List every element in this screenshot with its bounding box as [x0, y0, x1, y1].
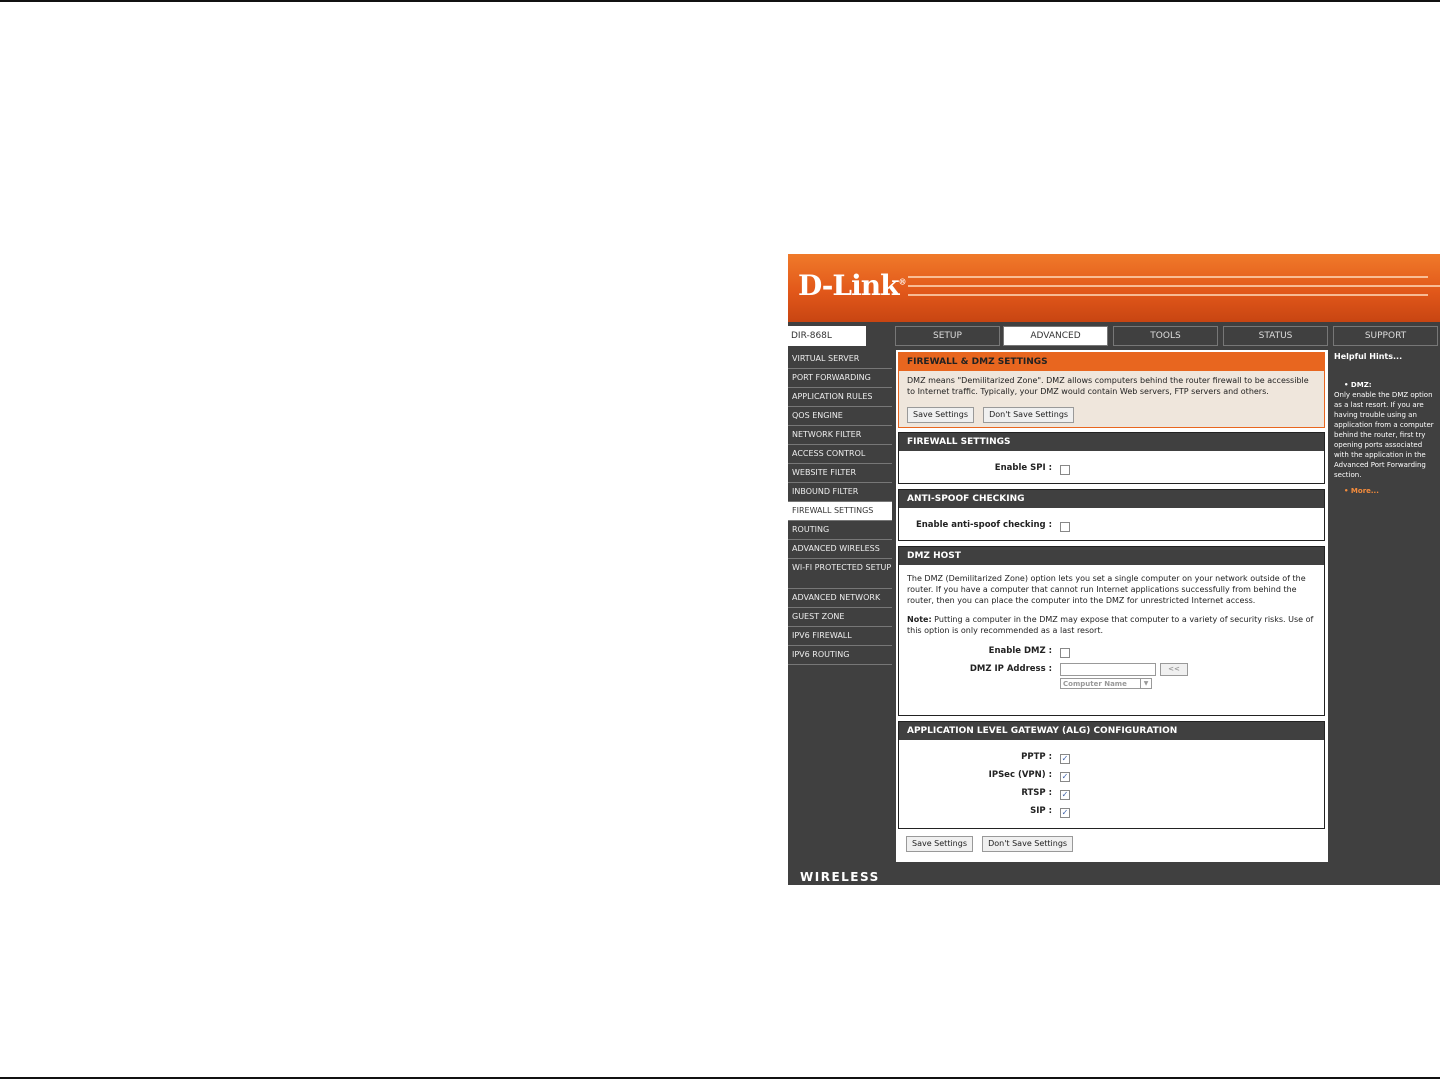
enable-spi-label: Enable SPI :	[994, 463, 1052, 473]
dont-save-settings-button[interactable]: Don't Save Settings	[983, 407, 1074, 423]
sidebar-item-firewall-settings[interactable]: FIREWALL SETTINGS	[788, 502, 892, 521]
sidebar	[788, 350, 892, 665]
sidebar-item-routing[interactable]: ROUTING	[788, 521, 892, 540]
dmz-host-title: DMZ HOST	[899, 547, 1324, 565]
ipsec-label: IPSec (VPN) :	[988, 770, 1052, 780]
hints-subtitle	[1330, 366, 1440, 390]
banner-streak	[908, 294, 1428, 296]
enable-spi-checkbox[interactable]	[1060, 465, 1070, 475]
sidebar-item-inbound-filter[interactable]: INBOUND FILTER	[788, 483, 892, 502]
bottom-buttons	[898, 826, 1085, 858]
registered-mark: ®	[898, 276, 906, 287]
pptp-row	[899, 748, 1324, 766]
firewall-settings-title: FIREWALL SETTINGS	[899, 433, 1324, 451]
rtsp-label: RTSP :	[1021, 788, 1052, 798]
anti-spoof-section	[898, 489, 1325, 541]
sidebar-item-advanced-wireless[interactable]: ADVANCED WIRELESS	[788, 540, 892, 559]
dmz-note-label: Note:	[907, 615, 932, 624]
intro-buttons	[899, 397, 1324, 429]
dont-save-settings-button-bottom[interactable]: Don't Save Settings	[982, 836, 1073, 852]
computer-name-select[interactable]	[1060, 678, 1152, 689]
footer-bar	[788, 862, 1440, 885]
sip-row	[899, 802, 1324, 820]
sidebar-item-qos-engine[interactable]: QOS ENGINE	[788, 407, 892, 426]
enable-dmz-row	[899, 642, 1324, 660]
pptp-label: PPTP :	[1021, 752, 1052, 762]
firewall-settings-section	[898, 432, 1325, 484]
enable-dmz-checkbox[interactable]	[1060, 648, 1070, 658]
model-slashes: ///	[840, 324, 853, 348]
sidebar-item-application-rules[interactable]: APPLICATION RULES	[788, 388, 892, 407]
bullet-icon: •	[1344, 381, 1351, 389]
rtsp-row	[899, 784, 1324, 802]
bullet-icon: •	[1344, 487, 1351, 495]
banner-streak	[908, 276, 1428, 278]
hints-title: Helpful Hints...	[1334, 352, 1403, 361]
save-settings-button-bottom[interactable]: Save Settings	[906, 836, 973, 852]
anti-spoof-label: Enable anti-spoof checking :	[915, 520, 1052, 530]
ipsec-row	[899, 766, 1324, 784]
intro-text: DMZ means "Demilitarized Zone". DMZ allows computers behind the router firewall to be accessible to Internet traffic. Typically, your DMZ would contain Web servers, FTP servers and others.	[907, 376, 1309, 396]
dmz-host-section	[898, 546, 1325, 716]
bottom-rule	[0, 1077, 1440, 1079]
anti-spoof-checkbox[interactable]	[1060, 522, 1070, 532]
sidebar-item-virtual-server[interactable]: VIRTUAL SERVER	[788, 350, 892, 369]
tab-tools[interactable]: TOOLS	[1113, 326, 1218, 346]
sidebar-item-guest-zone[interactable]: GUEST ZONE	[788, 608, 892, 627]
enable-dmz-label: Enable DMZ :	[988, 646, 1052, 656]
anti-spoof-title: ANTI-SPOOF CHECKING	[899, 490, 1324, 508]
sip-checkbox[interactable]: ✓	[1061, 808, 1069, 817]
intro-title: FIREWALL & DMZ SETTINGS	[899, 353, 1324, 371]
intro-section	[898, 352, 1325, 428]
ipsec-checkbox[interactable]: ✓	[1061, 772, 1069, 781]
dmz-ip-row	[899, 660, 1324, 678]
anti-spoof-row	[899, 516, 1324, 534]
copy-computer-button[interactable]: <<	[1160, 663, 1188, 676]
tab-support[interactable]: SUPPORT	[1333, 326, 1438, 346]
alg-title: APPLICATION LEVEL GATEWAY (ALG) CONFIGURATION	[899, 722, 1324, 740]
helpful-hints-panel	[1330, 348, 1440, 868]
dmz-note-text: Putting a computer in the DMZ may expose that computer to a variety of security risks. Use of this option is only recommended as a last resort.	[907, 615, 1314, 635]
hints-text: Only enable the DMZ option as a last resort. If you are having trouble using an application from a computer behind the router, first try opening ports associated with the application in the Advanced Port Forwarding section.	[1334, 391, 1434, 479]
sip-label: SIP :	[1030, 806, 1052, 816]
sidebar-item-advanced-network[interactable]: ADVANCED NETWORK	[788, 589, 892, 608]
tab-setup[interactable]: SETUP	[895, 326, 1000, 346]
sidebar-item-ipv6-routing[interactable]: IPV6 ROUTING	[788, 646, 892, 665]
computer-name-value: Computer Name	[1063, 680, 1127, 688]
sidebar-item-ipv6-firewall[interactable]: IPV6 FIREWALL	[788, 627, 892, 646]
main-content	[896, 350, 1328, 862]
dmz-note	[899, 606, 1324, 636]
dmz-ip-label: DMZ IP Address :	[969, 664, 1052, 674]
sidebar-item-wifi-protected-setup[interactable]: WI-FI PROTECTED SETUP	[788, 559, 892, 589]
sidebar-item-website-filter[interactable]: WEBSITE FILTER	[788, 464, 892, 483]
dlink-logo	[798, 269, 906, 302]
hints-subtitle-text: DMZ:	[1350, 381, 1372, 389]
enable-spi-row	[899, 459, 1324, 477]
save-settings-button[interactable]: Save Settings	[907, 407, 974, 423]
banner-streak	[908, 285, 1440, 287]
sidebar-item-access-control[interactable]: ACCESS CONTROL	[788, 445, 892, 464]
dmz-description: The DMZ (Demilitarized Zone) option lets you set a single computer on your network outside of the router. If you have a computer that cannot run Internet applications successfully from behind the router, then you can place the computer into the DMZ for unrestricted Internet access.	[907, 574, 1306, 605]
tab-advanced[interactable]: ADVANCED	[1003, 326, 1108, 346]
computer-name-row	[899, 678, 1324, 692]
top-rule	[0, 0, 1440, 2]
more-link-text: More...	[1350, 487, 1379, 495]
more-link[interactable]	[1330, 480, 1440, 496]
router-screenshot	[788, 254, 1440, 885]
sidebar-item-port-forwarding[interactable]: PORT FORWARDING	[788, 369, 892, 388]
pptp-checkbox[interactable]: ✓	[1061, 754, 1069, 763]
model-label: DIR-868L	[788, 326, 866, 346]
rtsp-checkbox[interactable]: ✓	[1061, 790, 1069, 799]
alg-section	[898, 721, 1325, 829]
dmz-ip-input[interactable]	[1060, 663, 1156, 676]
header-banner	[788, 254, 1440, 322]
sidebar-item-network-filter[interactable]: NETWORK FILTER	[788, 426, 892, 445]
tab-status[interactable]: STATUS	[1223, 326, 1328, 346]
chevron-down-icon: ▼	[1140, 679, 1151, 688]
footer-brand: WIRELESS	[800, 870, 880, 884]
logo-text: D-Link	[798, 269, 899, 302]
